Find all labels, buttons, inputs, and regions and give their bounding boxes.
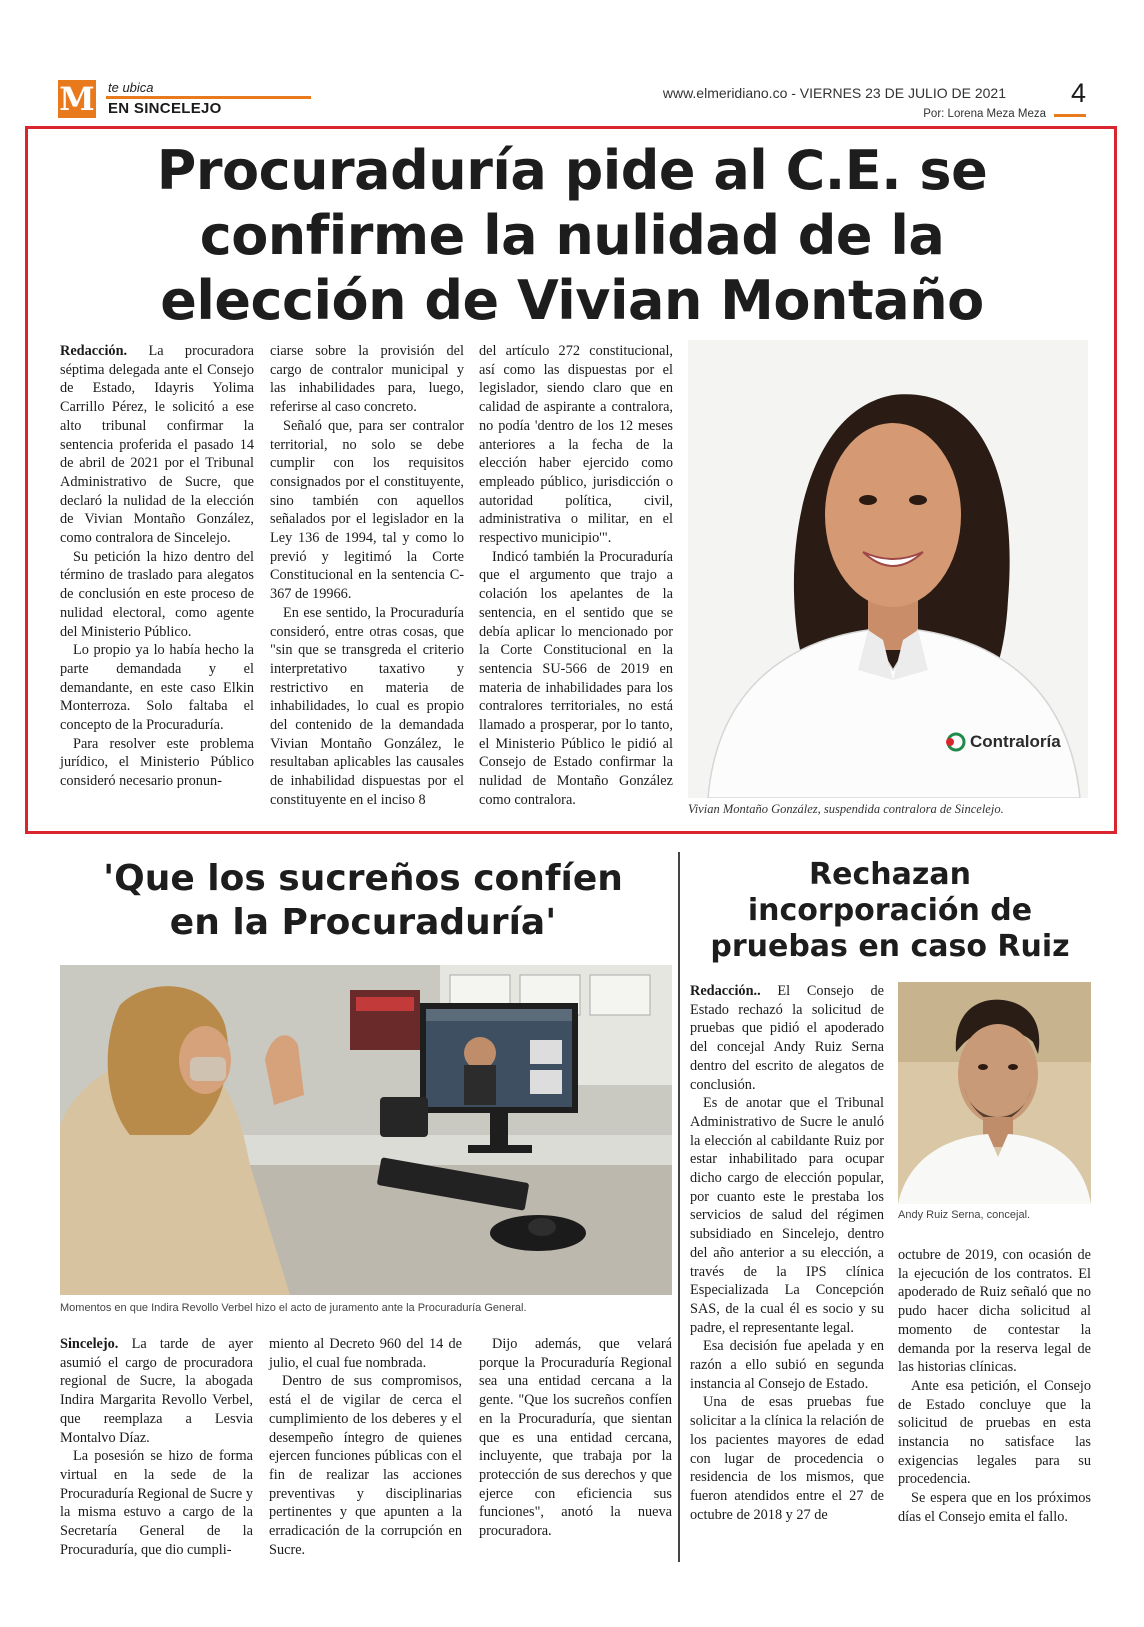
section-name: EN SINCELEJO	[108, 100, 222, 117]
body-paragraph: Dentro de sus compromisos, está el de vigilar de cerca el cumplimiento de los deberes y el desempeño íntegro de quienes ejercen funciones públicas con el fin de realizar las acciones preventivas y disciplinarias pertinentes y que apunten a la erradicación de la corrupción en Sucre.	[269, 1373, 462, 1558]
body-paragraph: Lo propio ya lo había hecho la parte demandada y el demandante, en este caso Elkin Monterroza. Solo faltaba el concepto de la Procuraduría.	[60, 642, 254, 734]
body-paragraph: Sincelejo. La tarde de ayer asumió el cargo de procuradora regional de Sucre, la abogada Indira Margarita Revollo Verbel, que reemplaza a Lesvia Montalvo Díaz.	[60, 1336, 253, 1446]
headline-line: Rechazan	[809, 857, 971, 892]
headline-line: pruebas en caso Ruiz	[710, 929, 1070, 964]
body-paragraph: Para resolver este problema jurídico, el Ministerio Público consideró necesario pronun-	[60, 735, 254, 790]
headline-line: en la Procuraduría'	[169, 902, 557, 943]
headline-line: 'Que los sucreños confíen	[103, 858, 623, 899]
featured-headline	[60, 138, 1084, 333]
header-accent-rule	[106, 96, 311, 99]
body-paragraph: Esa decisión fue apelada y en razón a ello subió en segunda instancia al Consejo de Estado.	[690, 1338, 884, 1392]
headline-line: elección de Vivian Montaño	[160, 269, 984, 332]
body-paragraph: Señaló que, para ser contralor territorial, no solo se debe cumplir con los requisitos consignados por el constituyente, sino también con aquellos señalados por el legislador en la Ley 136 de 1994, tal y como lo previó y legitimó la Corte Constitucional en la sentencia C-367 de 19966.	[270, 417, 464, 603]
featured-column-1	[60, 342, 254, 791]
body-paragraph: Indicó también la Procuraduría que el argumento que trajo a colación los apelantes de la sentencia, en el sentido que se debía aplicar lo mencionado por la Corte Constitucional en la sentencia SU-566 de 2019 en materia de inhabilidades para los contralores territoriales, no está llamado a prosperar, por lo tanto, el Ministerio Público le pidió al Consejo de Estado confirmar la nulidad de Montaño González como contralora.	[479, 548, 673, 808]
story-headline	[690, 857, 1090, 965]
swearing-in-photo	[60, 965, 672, 1295]
body-paragraph: Su petición la hizo dentro del término de traslado para alegatos de conclusión en este proceso de nulidad electoral, como agente del Ministerio Público.	[60, 548, 254, 640]
body-paragraph: Redacción. La procuradora séptima delegada ante el Consejo de Estado, Idayris Yolima Carrillo Pérez, le solicitó a ese alto tribunal confirmar la sentencia proferida el pasado 14 de abril de 2021 por el Tribunal Administrativo de Sucre, que declaró la nulidad de la elección de Vivian Montaño González, como contralora de Sincelejo.	[60, 343, 254, 547]
headline-line: incorporación de	[747, 893, 1033, 928]
story3-column-2	[898, 1246, 1091, 1527]
article-kicker: Redacción..	[690, 983, 761, 999]
body-paragraph: Redacción.. El Consejo de Estado rechazó la solicitud de pruebas que pidió el apoderado del concejal Andy Ruiz Serna dentro del escrito de alegatos de conclusión.	[690, 983, 884, 1093]
body-paragraph: Ante esa petición, el Consejo de Estado concluye que la solicitud de pruebas en esta instancia no satisface las exigencias legales para su procedencia.	[898, 1377, 1091, 1488]
vivian-montano-photo	[688, 340, 1088, 798]
header-tagline: te ubica	[108, 80, 154, 95]
story2-column-2	[269, 1335, 462, 1559]
photo-caption: Andy Ruiz Serna, concejal.	[898, 1209, 1031, 1221]
story3-column-1	[690, 982, 884, 1524]
featured-column-3	[479, 342, 673, 810]
body-paragraph: En ese sentido, la Procuraduría consideró, entre otras cosas, que "sin que se transgreda el criterio interpretativo taxativo y restrictivo en materia de inhabilidades, lo cual es propio del contenido de la demandada Vivian Montaño González, le resultaban aplicables las causales de inhabilidad dispuestas por el constituyente en el inciso 8	[270, 604, 464, 808]
photo-caption: Vivian Montaño González, suspendida contralora de Sincelejo.	[688, 802, 1004, 816]
featured-column-2	[270, 342, 464, 810]
story2-column-3	[479, 1335, 672, 1541]
headline-line: Procuraduría pide al C.E. se	[156, 139, 988, 202]
author-byline: Por: Lorena Meza Meza	[923, 108, 1046, 120]
body-paragraph: Es de anotar que el Tribunal Administrativo de Sucre le anuló la elección al cabildante Ruiz por estar inhabilitado para ocupar dicho cargo de elección popular, por cuanto este le prestaba los servicios de salud del régimen subsidiado en Sincelejo, dentro del año anterior a su elección, a través de la IPS clínica Especializada La Concepción SAS, de la cual él es socio y su padre, el representante legal.	[690, 1095, 884, 1336]
page-number-rule	[1054, 114, 1086, 117]
body-paragraph: Una de esas pruebas fue solicitar a la clínica la relación de los pacientes mayores de edad con lugar de procedencia o residencia de los mismos, que fueron atendidos entre el 27 de octubre de 2018 y 27 de	[690, 1394, 884, 1523]
body-paragraph: La posesión se hizo de forma virtual en la sede de la Procuraduría Regional de Sucre y la misma estuvo a cargo de la Secretaría General de la Procuraduría, que dio cumpli-	[60, 1448, 253, 1558]
photo-caption: Momentos en que Indira Revollo Verbel hizo el acto de juramento ante la Procuraduría General.	[60, 1302, 527, 1314]
page-number: 4	[1070, 78, 1086, 108]
body-paragraph: miento al Decreto 960 del 14 de julio, el cual fue nombrada.	[269, 1336, 462, 1371]
column-divider	[678, 852, 680, 1562]
headline-line: confirme la nulidad de la	[199, 204, 945, 267]
body-paragraph: Se espera que en los próximos días el Consejo emita el fallo.	[898, 1490, 1091, 1525]
story2-column-1	[60, 1335, 253, 1559]
newspaper-logo: M	[59, 80, 95, 118]
article-kicker: Sincelejo.	[60, 1336, 119, 1352]
andy-ruiz-photo	[898, 982, 1091, 1204]
body-paragraph: ciarse sobre la provisión del cargo de contralor municipal y las inhabilidades para, luego, referirse al caso concreto.	[270, 343, 464, 416]
body-paragraph: octubre de 2019, con ocasión de la ejecución de los contratos. El apoderado de Ruiz señaló que no pudo hacer dicha solicitud al momento de contestar la demanda por la reserva legal de las historias clínicas.	[898, 1247, 1091, 1376]
story-headline	[60, 857, 666, 945]
article-kicker: Redacción.	[60, 343, 128, 359]
body-paragraph: Dijo además, que velará porque la Procuraduría Regional sea una entidad cercana a la gente. "Que los sucreños confíen en la Procuraduría, que sientan que es una entidad cercana, incluyente, que trabaja por la protección de sus derechos y que ejerce con eficiencia sus funciones", anotó la nueva procuradora.	[479, 1336, 672, 1540]
body-paragraph: del artículo 272 constitucional, así como las dispuestas por el legislador, siendo claro que en calidad de aspirante a contralora, no podía 'dentro de los 12 meses anteriores a la fecha de la elección haber ejercido como empleado público, jurisdicción o autoridad política, civil, administrativa o militar, en el respectivo municipio'".	[479, 343, 673, 547]
shirt-logo-text: Contraloría	[970, 732, 1061, 751]
header-dateline: www.elmeridiano.co - VIERNES 23 DE JULIO DE 2021	[662, 85, 1006, 101]
